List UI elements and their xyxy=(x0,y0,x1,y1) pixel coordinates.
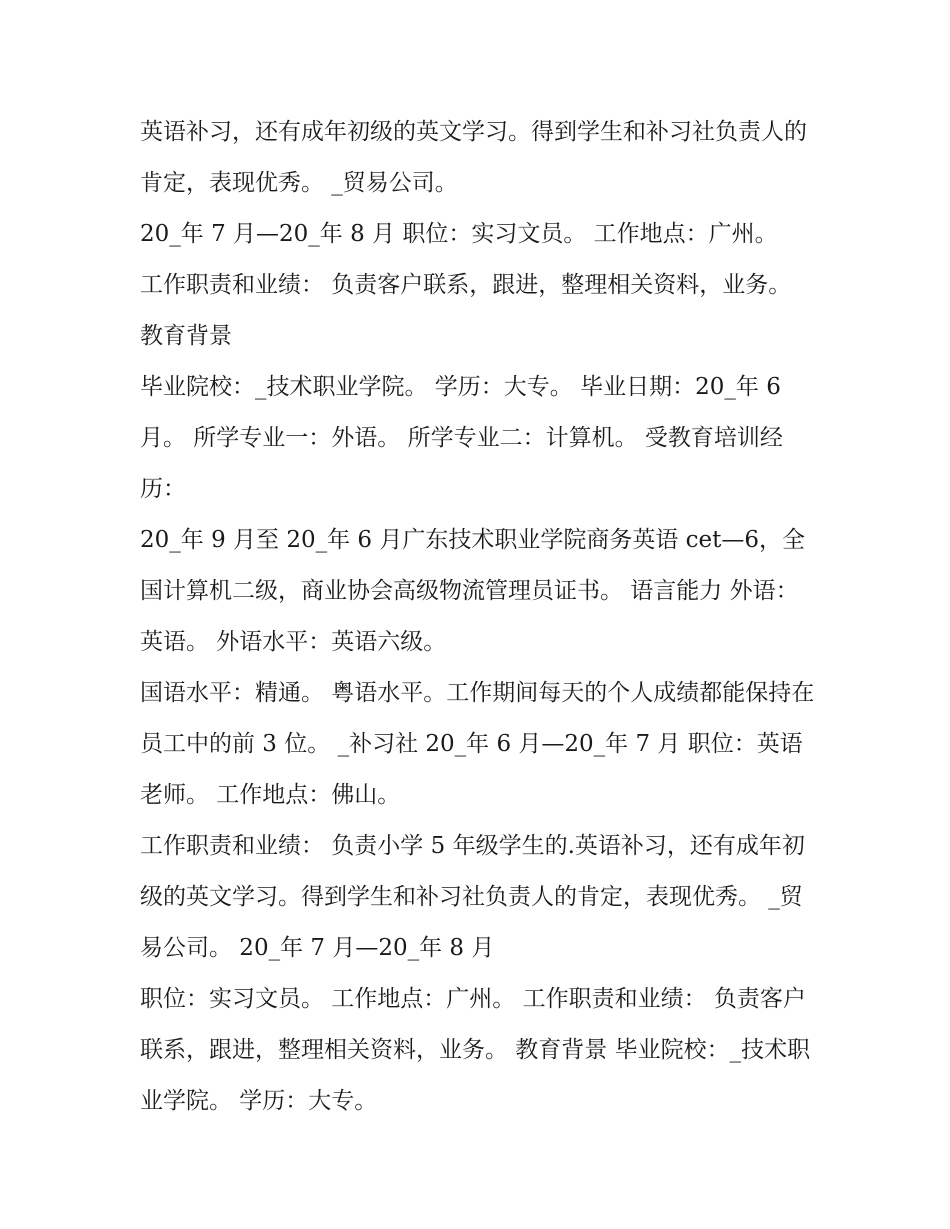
paragraph: 工作职责和业绩： 负责小学 5 年级学生的.英语补习，还有成年初级的英文学习。得到学生和补习社负责人的肯定，表现优秀。 _贸易公司。 20_年 7 月—20_年 8 月 xyxy=(140,833,805,961)
paragraph: 20_年 9 月至 20_年 6 月广东技术职业学院商务英语 cet—6，全国计算机二级，商业协会高级物流管理员证书。 语言能力 外语：英语。 外语水平：英语六级。 xyxy=(140,527,806,655)
paragraph: 职位：实习文员。 工作地点：广州。 工作职责和业绩： 负责客户联系，跟进，整理相关资料，业务。 教育背景 毕业院校：_技术职业学院。 学历：大专。 xyxy=(140,986,811,1114)
document-body xyxy=(140,107,820,1127)
paragraph: 毕业院校：_技术职业学院。 学历：大专。 毕业日期：20_年 6 月。 所学专业一：外语。 所学专业二：计算机。 受教育培训经历： xyxy=(140,374,783,502)
paragraph: 国语水平：精通。 粤语水平。工作期间每天的个人成绩都能保持在员工中的前 3 位。 _补习社 20_年 6 月—20_年 7 月 职位：英语老师。 工作地点：佛山。 xyxy=(140,680,815,808)
paragraph: 20_年 7 月—20_年 8 月 职位：实习文员。 工作地点：广州。 xyxy=(140,221,778,247)
paragraph: 英语补习，还有成年初级的英文学习。得到学生和补习社负责人的肯定，表现优秀。 _贸易公司。 xyxy=(140,119,807,196)
paragraph: 工作职责和业绩： 负责客户联系，跟进，整理相关资料，业务。 教育背景 xyxy=(140,272,792,349)
